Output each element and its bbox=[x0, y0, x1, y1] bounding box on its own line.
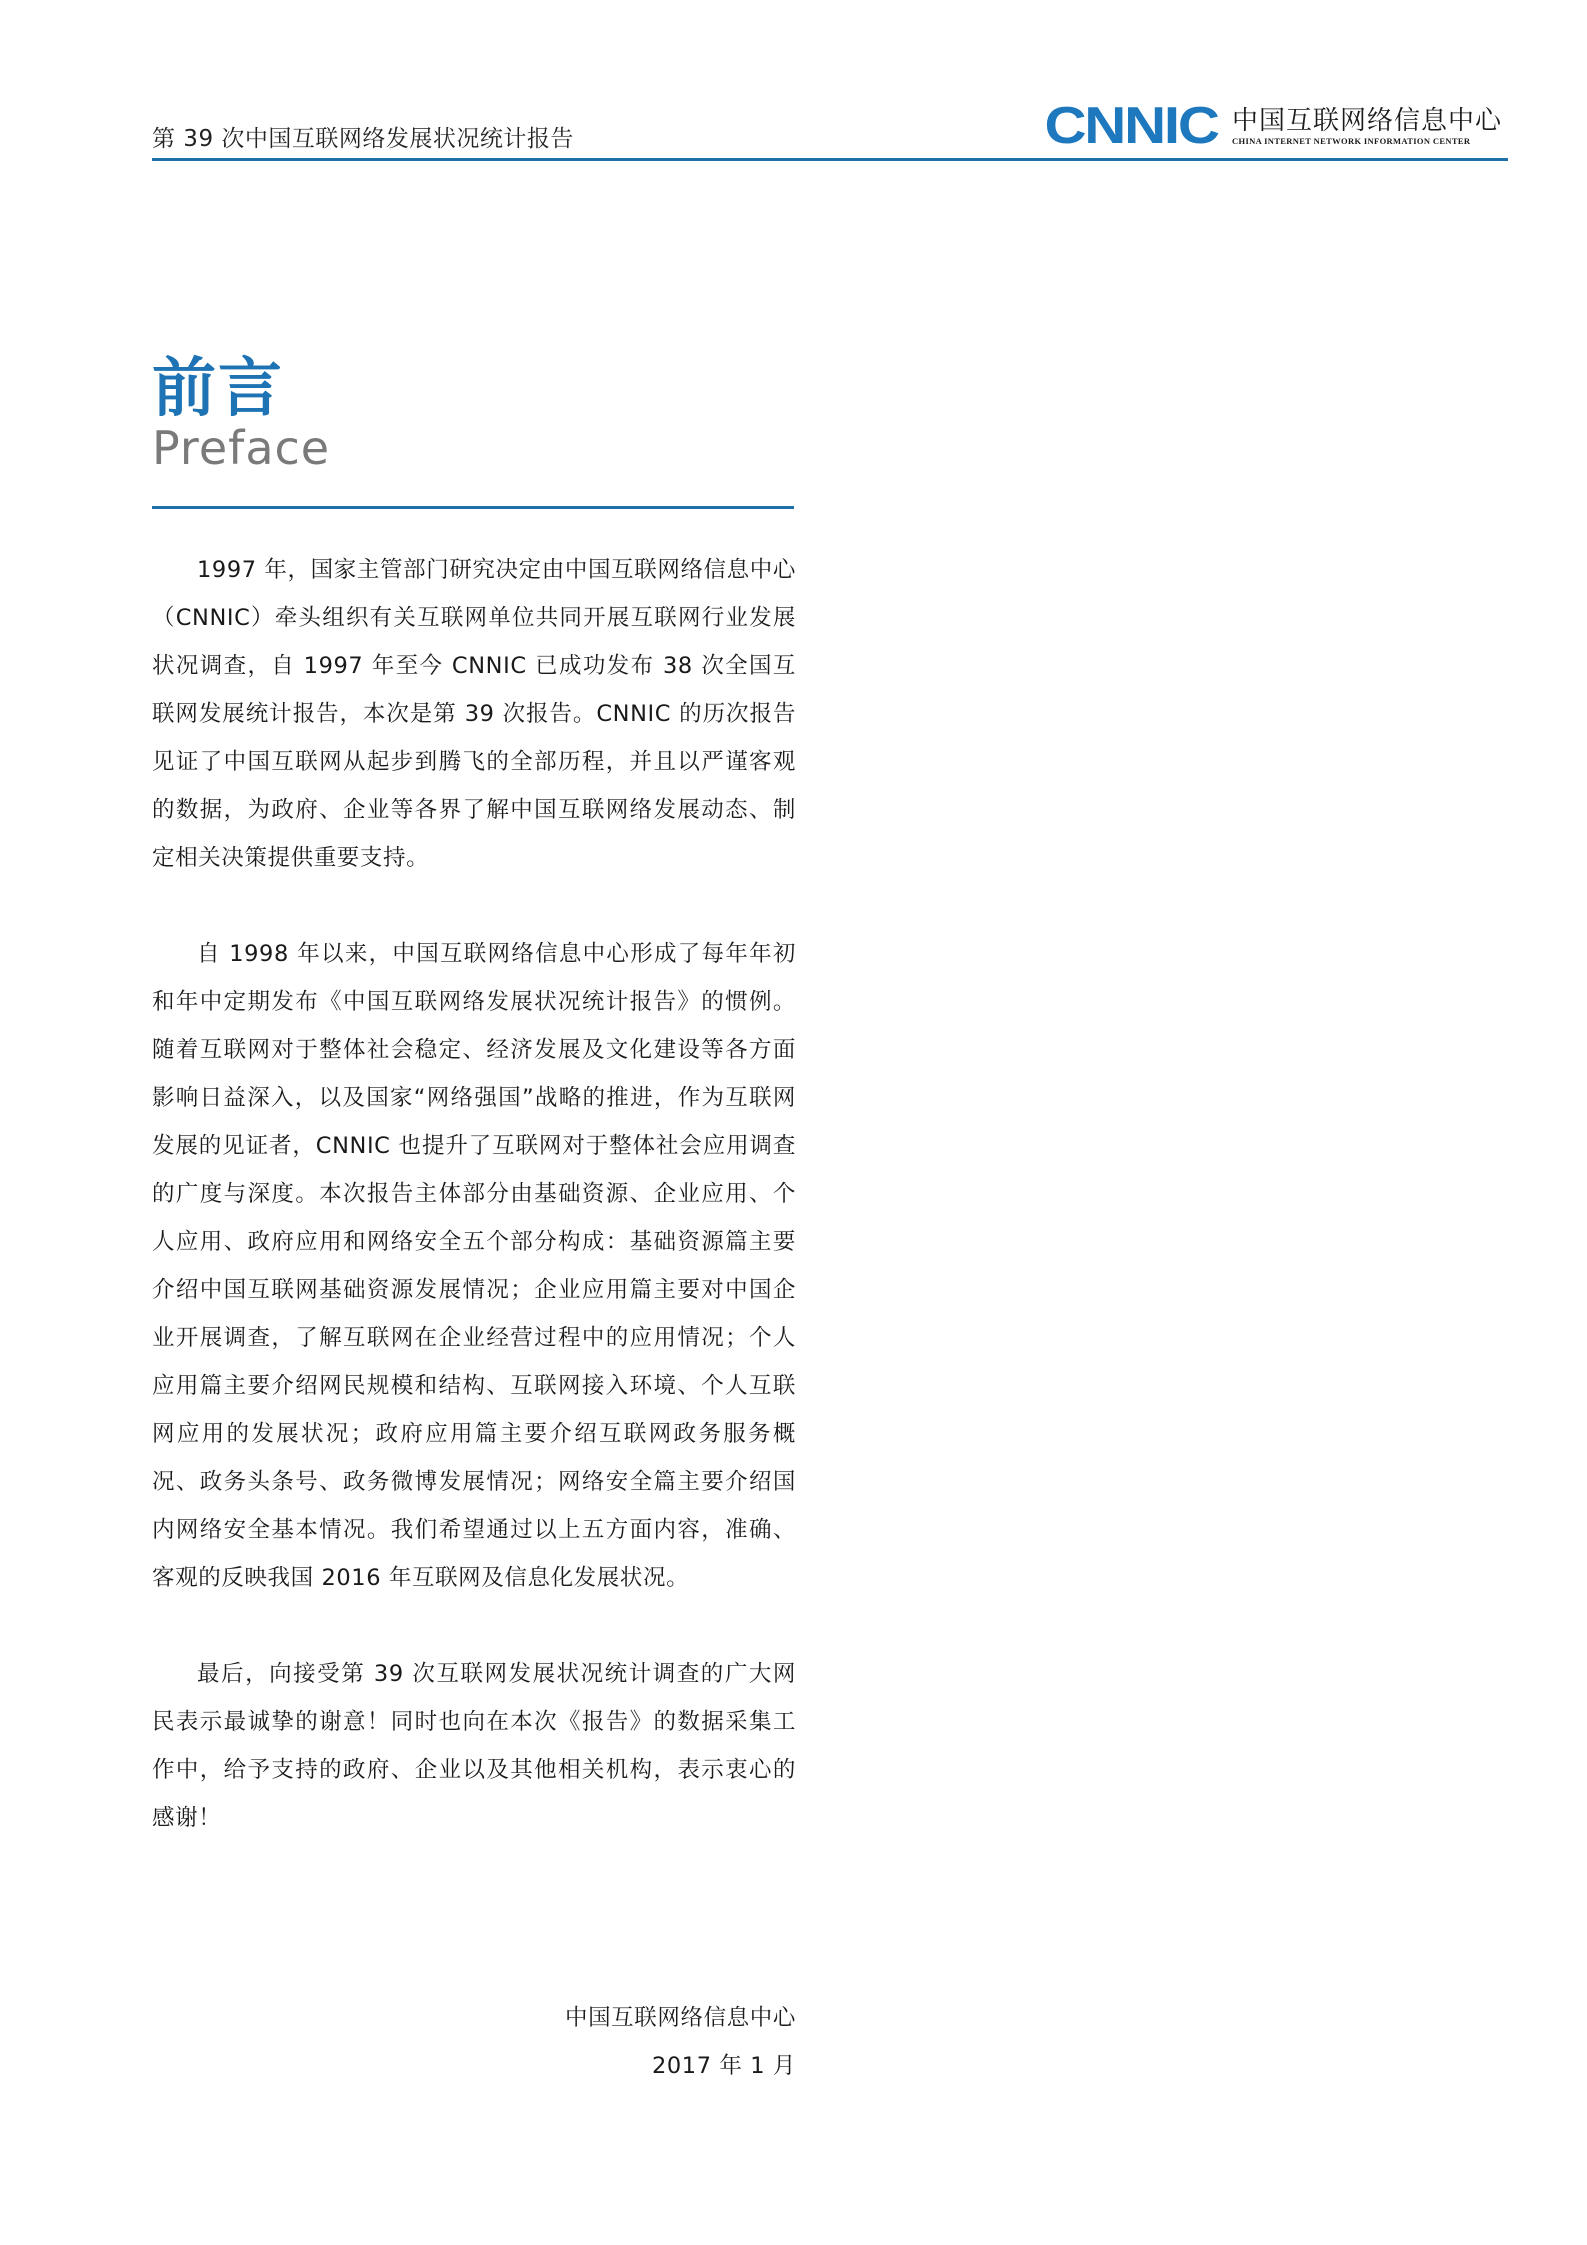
cnnic-logo bbox=[1044, 97, 1508, 155]
paragraph: 1997 年，国家主管部门研究决定由中国互联网络信息中心（CNNIC）牵头组织有关互联网单位共同开展互联网行业发展状况调查，自 1997 年至今 CNNIC 已成功发布 38 次全国互联网发展统计报告，本次是第 39 次报告。CNNIC 的历次报告见证了中国互联网从起步到腾飞的全部历程，并且以严谨客观的数据，为政府、企业等各界了解中国互联网络发展动态、制定相关决策提供重要支持。 bbox=[152, 557, 796, 871]
signature-date: 2017 年 1 月 bbox=[651, 2053, 796, 2079]
preface-body bbox=[152, 546, 796, 1890]
logo-mark: CNNIC bbox=[1044, 97, 1218, 155]
signature bbox=[152, 1994, 796, 2090]
section-title-cn: 前言 bbox=[152, 352, 284, 426]
report-title: 第 39 次中国互联网络发展状况统计报告 bbox=[152, 126, 574, 152]
logo-en-name: CHINA INTERNET NETWORK INFORMATION CENTER bbox=[1232, 136, 1471, 146]
paragraph: 自 1998 年以来，中国互联网络信息中心形成了每年年初和年中定期发布《中国互联网络发展状况统计报告》的惯例。随着互联网对于整体社会稳定、经济发展及文化建设等各方面影响日益深入，以及国家“网络强国”战略的推进，作为互联网发展的见证者，CNNIC 也提升了互联网对于整体社会应用调查的广度与深度。本次报告主体部分由基础资源、企业应用、个人应用、政府应用和网络安全五个部分构成：基础资源篇主要介绍中国互联网基础资源发展情况；企业应用篇主要对中国企业开展调查，了解互联网在企业经营过程中的应用情况；个人应用篇主要介绍网民规模和结构、互联网接入环境、个人互联网应用的发展状况；政府应用篇主要介绍互联网政务服务概况、政务头条号、政务微博发展情况；网络安全篇主要介绍国内网络安全基本情况。我们希望通过以上五方面内容，准确、客观的反映我国 2016 年互联网及信息化发展状况。 bbox=[152, 941, 796, 1591]
logo-text bbox=[1232, 106, 1508, 146]
logo-cn-name: 中国互联网络信息中心 bbox=[1232, 106, 1503, 136]
page-header bbox=[152, 97, 1508, 161]
section-title-en: Preface bbox=[152, 421, 331, 475]
signature-org: 中国互联网络信息中心 bbox=[564, 2005, 796, 2031]
title-divider bbox=[152, 506, 794, 509]
paragraph: 最后，向接受第 39 次互联网发展状况统计调查的广大网民表示最诚挚的谢意！同时也向在本次《报告》的数据采集工作中，给予支持的政府、企业以及其他相关机构，表示衷心的感谢！ bbox=[152, 1661, 796, 1831]
